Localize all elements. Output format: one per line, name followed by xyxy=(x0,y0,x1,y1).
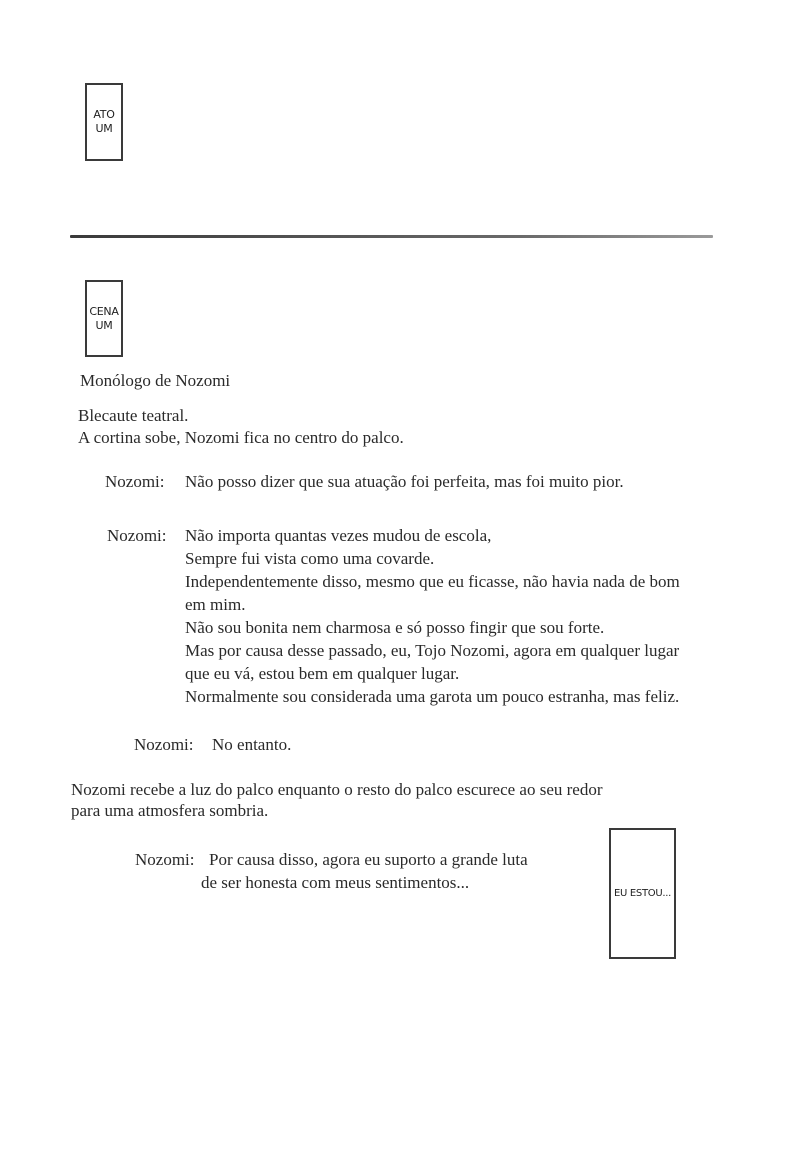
dialogue-line: Normalmente sou considerada uma garota um pouco estranha, mas feliz. xyxy=(185,687,680,706)
act-label-line1: ATO xyxy=(93,108,115,121)
speaker-name: Nozomi: xyxy=(107,526,167,545)
act-divider-line xyxy=(70,235,713,238)
act-label-line2: UM xyxy=(95,122,113,135)
dialogue-line: Mas por causa desse passado, eu, Tojo Nozomi, agora em qualquer lugar xyxy=(185,641,680,660)
stage-direction-line: Nozomi recebe a luz do palco enquanto o resto do palco escurece ao seu redor xyxy=(71,780,603,799)
stage-direction-line: Blecaute teatral. xyxy=(78,406,189,425)
end-label-text: EU ESTOU... xyxy=(613,887,672,899)
dialogue-line: Independentemente disso, mesmo que eu ficasse, não havia nada de bom xyxy=(185,572,680,591)
stage-direction-line: para uma atmosfera sombria. xyxy=(71,801,269,820)
dialogue-line: que eu vá, estou bem em qualquer lugar. xyxy=(185,664,460,683)
dialogue-line: Não sou bonita nem charmosa e só posso fingir que sou forte. xyxy=(185,618,605,637)
speaker-name: Nozomi: xyxy=(134,735,194,754)
scene-title: Monólogo de Nozomi xyxy=(80,371,231,390)
dialogue-line: No entanto. xyxy=(212,735,292,754)
dialogue-line: Sempre fui vista como uma covarde. xyxy=(185,549,435,568)
dialogue-line: Não importa quantas vezes mudou de escola, xyxy=(185,526,492,545)
end-label-box xyxy=(609,828,676,959)
dialogue-line: de ser honesta com meus sentimentos... xyxy=(201,873,470,892)
scene-label-box xyxy=(85,280,123,357)
dialogue-line: Não posso dizer que sua atuação foi perfeita, mas foi muito pior. xyxy=(185,472,624,491)
dialogue-line: Por causa disso, agora eu suporto a grande luta xyxy=(209,850,528,869)
scene-label-line1: CENA xyxy=(89,304,119,318)
speaker-name: Nozomi: xyxy=(105,472,165,491)
speaker-name: Nozomi: xyxy=(135,850,195,869)
scene-label-line2: UM xyxy=(95,318,113,332)
act-label-box xyxy=(85,83,123,161)
stage-direction-line: A cortina sobe, Nozomi fica no centro do palco. xyxy=(78,428,404,447)
dialogue-line: em mim. xyxy=(185,595,246,614)
